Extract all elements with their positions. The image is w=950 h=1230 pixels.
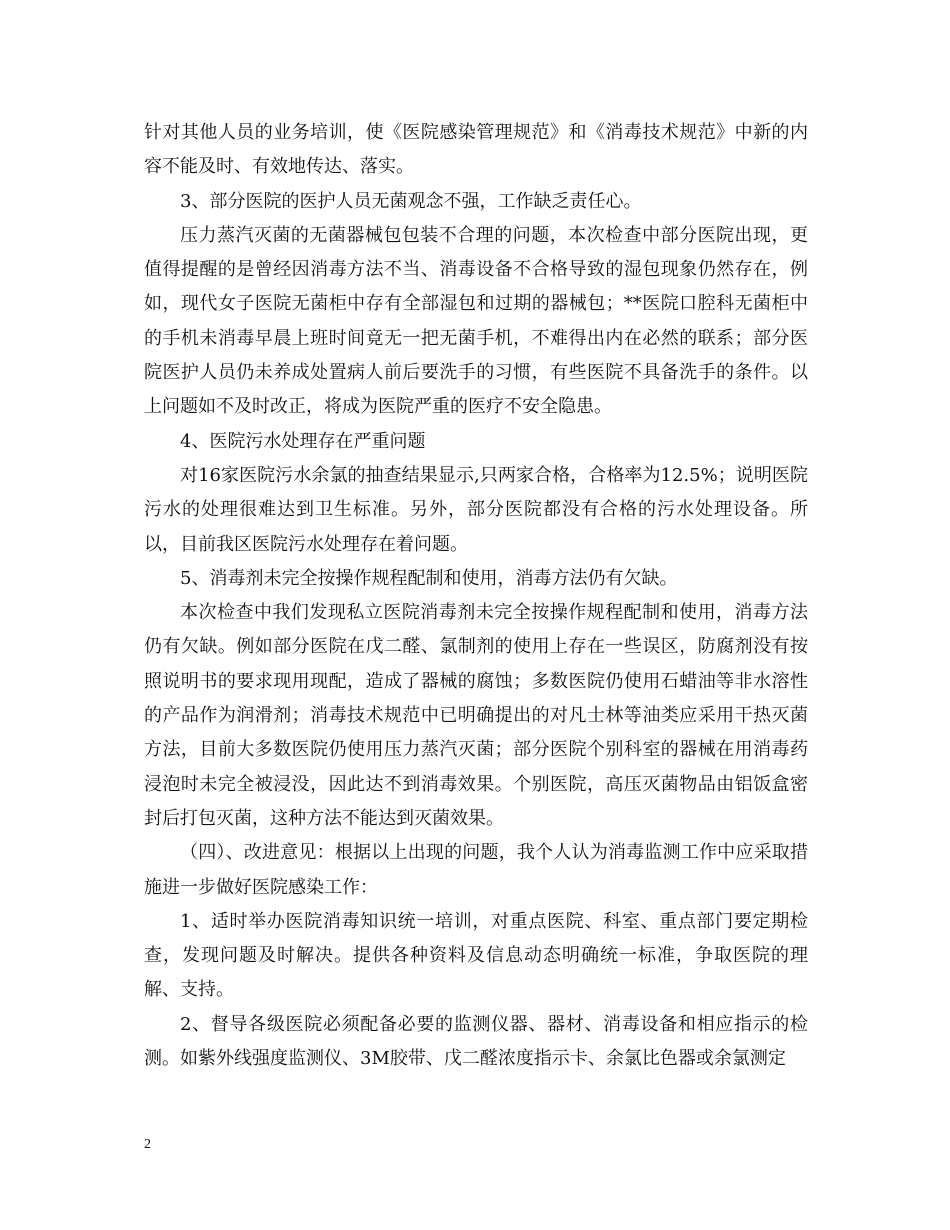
paragraph: 本次检查中我们发现私立医院消毒剂未完全按操作规程配制和使用，消毒方法仍有欠缺。例如部分医院在戊二醛、氯制剂的使用上存在一些误区，防腐剂没有按照说明书的要求现用现配，造成了器械的腐蚀；多数医院仍使用石蜡油等非水溶性的产品作为润滑剂；消毒技术规范中已明确提出的对凡士林等油类应采用干热灭菌方法，目前大多数医院仍使用压力蒸汽灭菌；部分医院个别科室的器械在用消毒药浸泡时未完全被浸没，因此达不到消毒效果。个别医院，高压灭菌物品由铝饭盒密封后打包灭菌，这种方法不能达到灭菌效果。	[144, 602, 808, 829]
paragraph: 3、部分医院的医护人员无菌观念不强，工作缺乏责任心。	[180, 190, 642, 212]
document-body	[144, 116, 808, 1076]
paragraph: 对16家医院污水余氯的抽查结果显示,只两家合格，合格率为12.5%；说明医院污水的处理很难达到卫生标准。另外，部分医院都没有合格的污水处理设备。所以，目前我区医院污水处理存在着问题。	[144, 464, 808, 555]
page-number: 2	[144, 1137, 151, 1152]
paragraph: 4、医院污水处理存在严重问题	[180, 430, 426, 452]
paragraph: 2、督导各级医院必须配备必要的监测仪器、器材、消毒设备和相应指示的检测。如紫外线强度监测仪、3M胶带、戊二醛浓度指示卡、余氯比色器或余氯测定	[144, 1013, 808, 1070]
paragraph: 针对其他人员的业务培训，使《医院感染管理规范》和《消毒技术规范》中新的内容不能及时、有效地传达、落实。	[144, 122, 808, 178]
paragraph: 1、适时举办医院消毒知识统一培训，对重点医院、科室、重点部门要定期检查，发现问题及时解决。提供各种资料及信息动态明确统一标准，争取医院的理解、支持。	[144, 910, 808, 1001]
paragraph: 5、消毒剂未完全按操作规程配制和使用，消毒方法仍有欠缺。	[180, 567, 678, 589]
paragraph: 压力蒸汽灭菌的无菌器械包包装不合理的问题，本次检查中部分医院出现，更值得提醒的是曾经因消毒方法不当、消毒设备不合格导致的湿包现象仍然存在，例如，现代女子医院无菌柜中存有全部湿包和过期的器械包；**医院口腔科无菌柜中的手机未消毒早晨上班时间竟无一把无菌手机，不难得出内在必然的联系；部分医院医护人员仍未养成处置病人前后要洗手的习惯，有些医院不具备洗手的条件。以上问题如不及时改正，将成为医院严重的医疗不安全隐患。	[144, 224, 808, 418]
paragraph: （四）、改进意见：根据以上出现的问题，我个人认为消毒监测工作中应采取措施进一步做好医院感染工作：	[144, 842, 808, 898]
